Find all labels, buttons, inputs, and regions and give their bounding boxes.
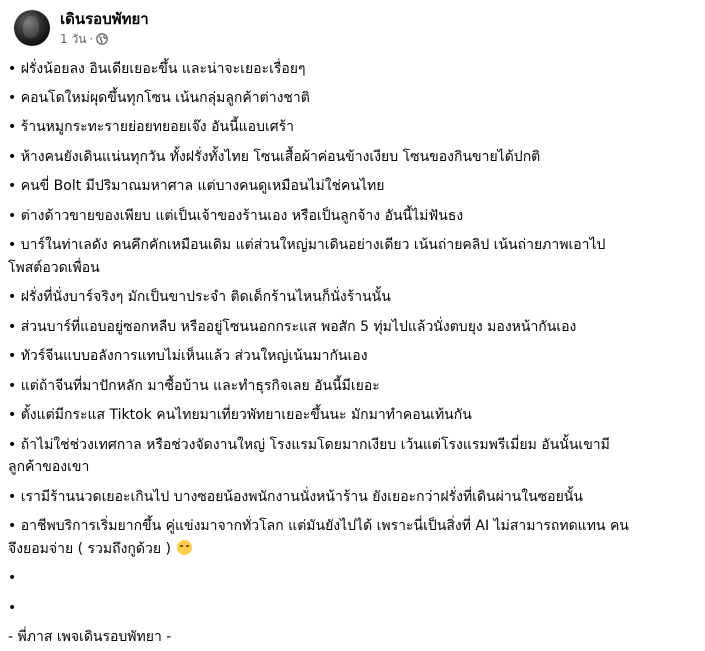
post-line: ลูกค้าของเขา (8, 459, 90, 475)
post-line: • อาชีพบริการเริ่มยากขึ้น คู่แข่งมาจากทั่วโลก แต่มันยังไปได้ เพราะนี่เป็นสิ่งที่ AI ไม่สามารถทดแทน คน (8, 518, 629, 534)
post-line: • บาร์ในท่าเลดัง คนคึกคักเหมือนเดิม แต่ส่วนใหญ่มาเดินอย่างเดียว เน้นถ่ายคลิป เน้นถ่ายภาพเอาไป (8, 237, 606, 253)
post-line: • ถ้าไม่ใช่ช่วงเทศกาล หรือช่วงจัดงานใหญ่ โรงแรมโดยมากเงียบ เว้นแต่โรงแรมพรีเมี่ยม อันนั้นเขามี (8, 437, 610, 453)
post-meta (60, 9, 149, 47)
post-line: • แต่ถ้าจีนที่มาปักหลัก มาซื้อบ้าน และทำธุรกิจเลย อันนี้มีเยอะ (8, 378, 380, 394)
post-line: • (8, 600, 17, 616)
post-line: • ส่วนบาร์ที่แอบอยู่ซอกหลืบ หรืออยู่โซนนอกกระแส พอสัก 5 ทุ่มไปแล้วนั่งตบยุง มองหน้ากันเอง (8, 319, 577, 335)
globe-icon[interactable] (96, 33, 108, 45)
post-header (14, 8, 149, 48)
post-line: • ตั้งแต่มีกระแส Tiktok คนไทยมาเที่ยวพัทยาเยอะขึ้นนะ มักมาทำคอนเท้นกัน (8, 407, 472, 423)
post-line: โพสต์อวดเพื่อน (8, 260, 100, 276)
post-line: • คอนโดใหม่ผุดขึ้นทุกโซน เน้นกลุ่มลูกค้าต่างชาติ (8, 90, 310, 106)
post-line: • ร้านหมูกระทะรายย่อยทยอยเจ๊ง อันนี้แอบเศร้า (8, 119, 295, 135)
author-name[interactable]: เดินรอบพัทยา (60, 10, 149, 28)
post-line: • คนขี่ Bolt มีปริมาณมหาศาล แต่บางคนดูเหมือนไม่ใช่คนไทย (8, 178, 385, 194)
post-line: • เรามีร้านนวดเยอะเกินไป บางซอยน้องพนักงานนั่งหน้าร้าน ยังเยอะกว่าฝรั่งที่เดินผ่านในซอยนั้น (8, 489, 583, 505)
post-subline (60, 31, 149, 47)
post-line: • (8, 570, 17, 586)
separator-dot: · (89, 32, 94, 46)
post-line: • ห้างคนยังเดินแน่นทุกวัน ทั้งฝรั่งทั้งไทย โซนเสื้อผ้าค่อนข้างเงียบ โซนของกินขายได้ปกติ (8, 149, 541, 165)
post-line: • ฝรั่งที่นั่งบาร์จริงๆ มักเป็นขาประจำ ติดเด็กร้านไหนก็นั่งร้านนั้น (8, 289, 391, 305)
grimacing-face-emoji (177, 540, 192, 555)
page-avatar[interactable] (14, 10, 50, 46)
post-signature: - พี่ภาส เพจเดินรอบพัทยา - (8, 629, 172, 645)
post-line-text: จึงยอมจ่าย ( รวมถึงกูด้วย ) (8, 541, 171, 557)
post-line: • ฝรั่งน้อยลง อินเดียเยอะขึ้น และน่าจะเยอะเรื่อยๆ (8, 61, 306, 77)
post-line: • ทัวร์จีนแบบอลังการแทบไม่เห็นแล้ว ส่วนใหญ่เน้นมากันเอง (8, 348, 368, 364)
post-timestamp[interactable]: 1 วัน (60, 32, 87, 46)
post-line-with-emoji (8, 538, 698, 560)
post-line: • ต่างด้าวขายของเพียบ แต่เป็นเจ้าของร้านเอง หรือเป็นลูกจ้าง อันนี้ไม่ฟันธง (8, 208, 464, 224)
